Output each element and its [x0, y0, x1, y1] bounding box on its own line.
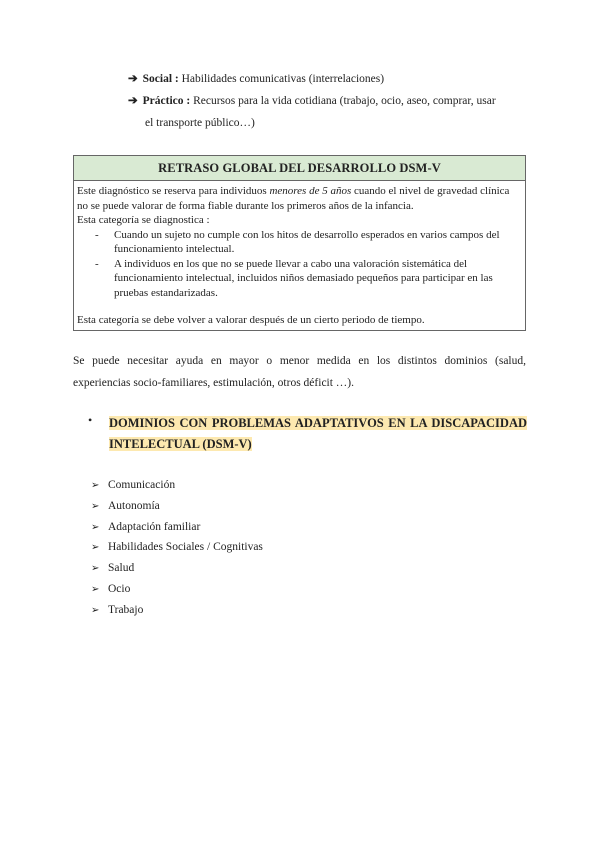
- item-text: Habilidades comunicativas (interrelaciones): [178, 73, 385, 85]
- list-item-label: Comunicación: [108, 479, 176, 491]
- body-paragraph: [73, 350, 526, 394]
- item-text-continuation: el transporte público…): [145, 117, 255, 129]
- intro-text: cuando el nivel de gravedad clínica no se puede valorar de forma fiable durante los primeros años de la infancia.: [77, 185, 510, 212]
- arrowhead-icon: ➢: [91, 604, 100, 616]
- domains-list: [91, 475, 263, 621]
- box-intro: [77, 184, 522, 213]
- bullet-icon: •: [88, 413, 93, 427]
- box-list-text: A individuos en los que no se puede llevar a cabo una valoración sistemática del funcionamiento intelectual, incluidos niños demasiado pequeños para participar en las pruebas estandarizadas.: [114, 257, 493, 299]
- list-item: [91, 517, 263, 538]
- box-list-item: [77, 228, 522, 257]
- arrowhead-icon: ➢: [91, 500, 100, 512]
- box-body: [74, 181, 525, 300]
- dash-marker: -: [95, 228, 99, 241]
- arrow-icon: ➔: [128, 95, 138, 107]
- arrowhead-icon: ➢: [91, 583, 100, 595]
- paragraph-line: Se puede necesitar ayuda en mayor o menor medida en los distintos dominios (salud,: [73, 355, 526, 367]
- term-social: Social :: [142, 73, 179, 85]
- list-item: [91, 496, 263, 517]
- intro-text: Este diagnóstico se reserva para individuos: [77, 185, 270, 197]
- section-heading: [109, 413, 527, 455]
- arrow-item-social: [128, 68, 528, 90]
- intro-emphasis: menores de 5 años: [269, 185, 352, 197]
- list-item-label: Ocio: [108, 582, 131, 595]
- paragraph-line: experiencias socio-familiares, estimulación, otros déficit …).: [73, 377, 355, 389]
- box-title: RETRASO GLOBAL DEL DESARROLLO DSM-V: [74, 156, 525, 181]
- heading-line: INTELECTUAL (DSM-V): [109, 437, 252, 451]
- list-item-label: Salud: [108, 562, 135, 575]
- arrowhead-icon: ➢: [91, 521, 100, 533]
- list-item-label: Habilidades Sociales / Cognitivas: [108, 541, 263, 554]
- diag-line: Esta categoría se diagnostica :: [77, 214, 210, 226]
- heading-line: DOMINIOS CON PROBLEMAS ADAPTATIVOS EN LA DISCAPACIDAD: [109, 416, 527, 430]
- arrowhead-icon: ➢: [91, 480, 100, 491]
- term-practico: Práctico :: [142, 95, 191, 107]
- box-footer: Esta categoría se debe volver a valorar después de un cierto periodo de tiempo.: [77, 314, 425, 326]
- list-item: [91, 579, 263, 600]
- dash-marker: -: [95, 257, 99, 270]
- list-item-label: Autonomía: [108, 499, 160, 512]
- box-list-item: [77, 257, 522, 301]
- list-item: [91, 475, 263, 496]
- arrowhead-icon: ➢: [91, 542, 100, 554]
- dsm-box: [73, 155, 526, 331]
- arrowhead-icon: ➢: [91, 563, 100, 575]
- list-item-label: Adaptación familiar: [108, 520, 201, 533]
- arrow-icon: ➔: [128, 73, 138, 85]
- box-list-text: Cuando un sujeto no cumple con los hitos de desarrollo esperados en varios campos del funcionamiento intelectual.: [114, 228, 500, 255]
- list-item: [91, 558, 263, 579]
- arrow-item-practico: [128, 90, 528, 112]
- item-text: Recursos para la vida cotidiana (trabajo, ocio, aseo, comprar, usar: [190, 95, 496, 107]
- list-item-label: Trabajo: [108, 603, 144, 616]
- list-item: [91, 537, 263, 558]
- list-item: [91, 600, 263, 621]
